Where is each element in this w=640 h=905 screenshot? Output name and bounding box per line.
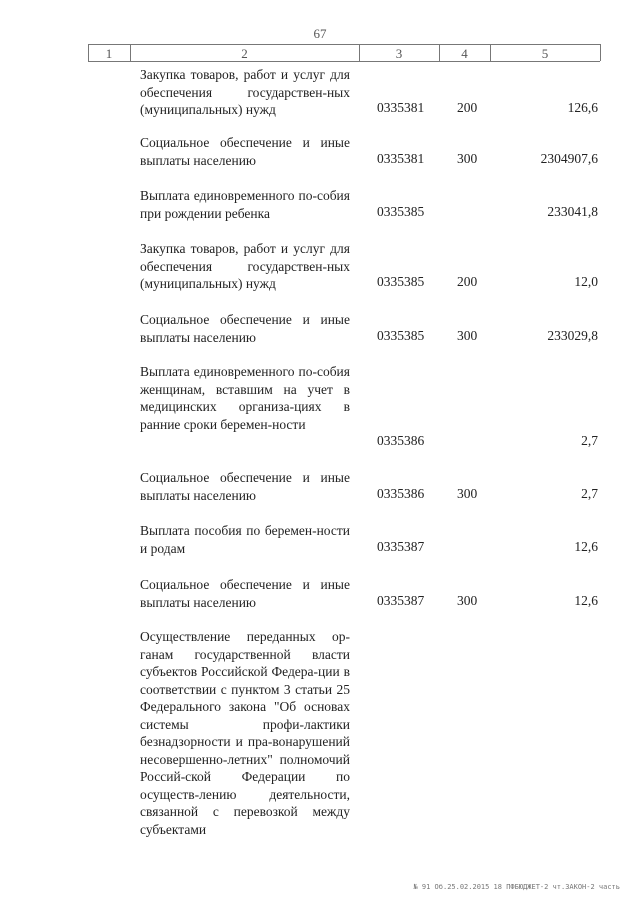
header-top-border	[88, 44, 600, 45]
row-description: Выплата пособия по беремен-ности и родам	[140, 523, 350, 556]
row-code: 0335381	[377, 151, 425, 166]
row-code: 0335385	[377, 274, 425, 289]
row-description: Социальное обеспечение и иные выплаты населению	[140, 470, 350, 503]
row-description: Осуществление переданных ор-ганам государственной власти субъектов Российской Федера-ции в соответствии с пунктом 3 статьи 25 Федерального закона "Об основах системы профи-лактики безнадзорности и пра-вонарушений несовершенно-летних" полномочий Россий-ской Федерации по осуществ-лению деятельности, связанной с перевозкой между субъектами	[140, 629, 350, 837]
row-amount: 12,6	[574, 593, 598, 608]
row-amount: 126,6	[567, 100, 598, 115]
row-description: Выплата единовременного по-собия женщинам, вставшим на учет в медицинских организа-циях в ранние сроки беремен-ности	[140, 364, 350, 432]
row-amount: 233029,8	[547, 328, 598, 343]
row-amount: 2,7	[581, 433, 598, 448]
row-description: Социальное обеспечение и иные выплаты населению	[140, 135, 350, 168]
document-footer: № 91 Об.25.02.2015 18 ПФБЮДЖЕТ-2 чт.ЗАКОН-2 часть	[413, 883, 620, 891]
row-description: Закупка товаров, работ и услуг для обеспечения государствен-ных (муниципальных) нужд	[140, 67, 350, 117]
row-expense-type: 300	[457, 151, 478, 166]
row-code: 0335386	[377, 433, 425, 448]
header-divider	[600, 44, 601, 61]
row-amount: 12,6	[574, 539, 598, 554]
row-code: 0335387	[377, 593, 425, 608]
row-description: Социальное обеспечение и иные выплаты населению	[140, 577, 350, 610]
row-code: 0335381	[377, 100, 425, 115]
header-col-1: 1	[105, 46, 113, 61]
row-code: 0335385	[377, 328, 425, 343]
row-expense-type: 300	[457, 593, 478, 608]
row-expense-type: 200	[457, 274, 478, 289]
page-number: 67	[313, 26, 327, 41]
row-code: 0335385	[377, 204, 425, 219]
row-amount: 12,0	[574, 274, 598, 289]
row-description: Закупка товаров, работ и услуг для обеспечения государствен-ных (муниципальных) нужд	[140, 241, 350, 291]
header-col-5: 5	[541, 46, 549, 61]
row-description: Социальное обеспечение и иные выплаты населению	[140, 312, 350, 345]
row-expense-type: 300	[457, 486, 478, 501]
row-code: 0335386	[377, 486, 425, 501]
row-expense-type: 300	[457, 328, 478, 343]
row-expense-type: 200	[457, 100, 478, 115]
row-amount: 2304907,6	[540, 151, 598, 166]
header-col-2: 2	[241, 46, 248, 61]
header-col-4: 4	[461, 46, 468, 61]
row-amount: 233041,8	[547, 204, 598, 219]
row-description: Выплата единовременного по-собия при рождении ребенка	[140, 188, 350, 221]
row-code: 0335387	[377, 539, 425, 554]
header-col-3: 3	[395, 46, 403, 61]
row-amount: 2,7	[581, 486, 598, 501]
